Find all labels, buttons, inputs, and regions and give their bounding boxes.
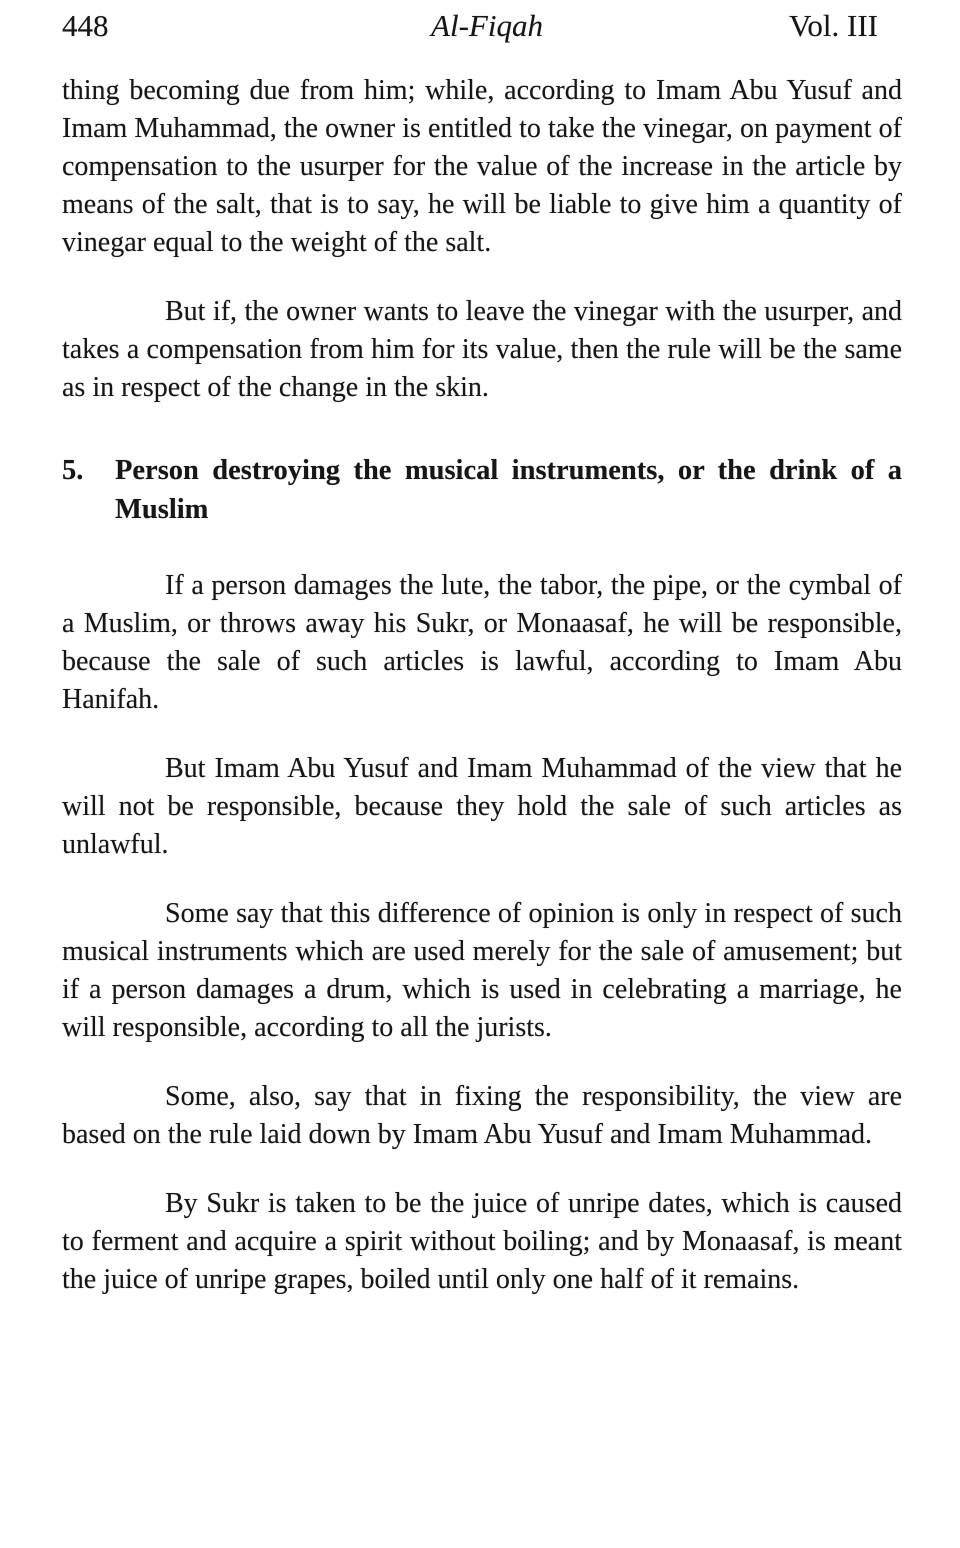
section-heading-text: Person destroying the musical instruments, or the drink of a Muslim xyxy=(115,455,902,525)
paragraph: If a person damages the lute, the tabor, the pipe, or the cymbal of a Muslim, or throws away his Sukr, or Monaasaf, he will be responsible, because the sale of such articles is lawful, according to Imam Abu Hanifah. xyxy=(62,570,902,715)
paragraph-continuation: thing becoming due from him; while, according to Imam Abu Yusuf and Imam Muhammad, the owner is entitled to take the vinegar, on payment of compensation to the usurper for the value of the increase in the article by means of the salt, that is to say, he will be liable to give him a quantity of vinegar equal to the weight of the salt. xyxy=(62,75,902,258)
paragraph: Some, also, say that in fixing the responsibility, the view are based on the rule laid down by Imam Abu Yusuf and Imam Muhammad. xyxy=(62,1081,902,1150)
paragraph: But Imam Abu Yusuf and Imam Muhammad of the view that he will not be responsible, because they hold the sale of such articles as unlawful. xyxy=(62,753,902,860)
paragraph: But if, the owner wants to leave the vinegar with the usurper, and takes a compensation from him for its value, then the rule will be the same as in respect of the change in the skin. xyxy=(62,296,902,403)
page-number: 448 xyxy=(62,8,109,43)
book-title: Al-Fiqah xyxy=(431,8,543,43)
paragraph: Some say that this difference of opinion is only in respect of such musical instruments which are used merely for the sale of amusement; but if a person damages a drum, which is used in celebrating a marriage, he will responsible, according to all the jurists. xyxy=(62,898,902,1043)
page-header xyxy=(62,6,902,46)
section-heading xyxy=(62,451,902,529)
volume-label: Vol. III xyxy=(789,8,878,43)
page-body xyxy=(62,72,902,1330)
paragraph: By Sukr is taken to be the juice of unripe dates, which is caused to ferment and acquire a spirit without boiling; and by Monaasaf, is meant the juice of unripe grapes, boiled until only one half of it remains. xyxy=(62,1188,902,1295)
section-heading-number: 5. xyxy=(62,455,84,486)
